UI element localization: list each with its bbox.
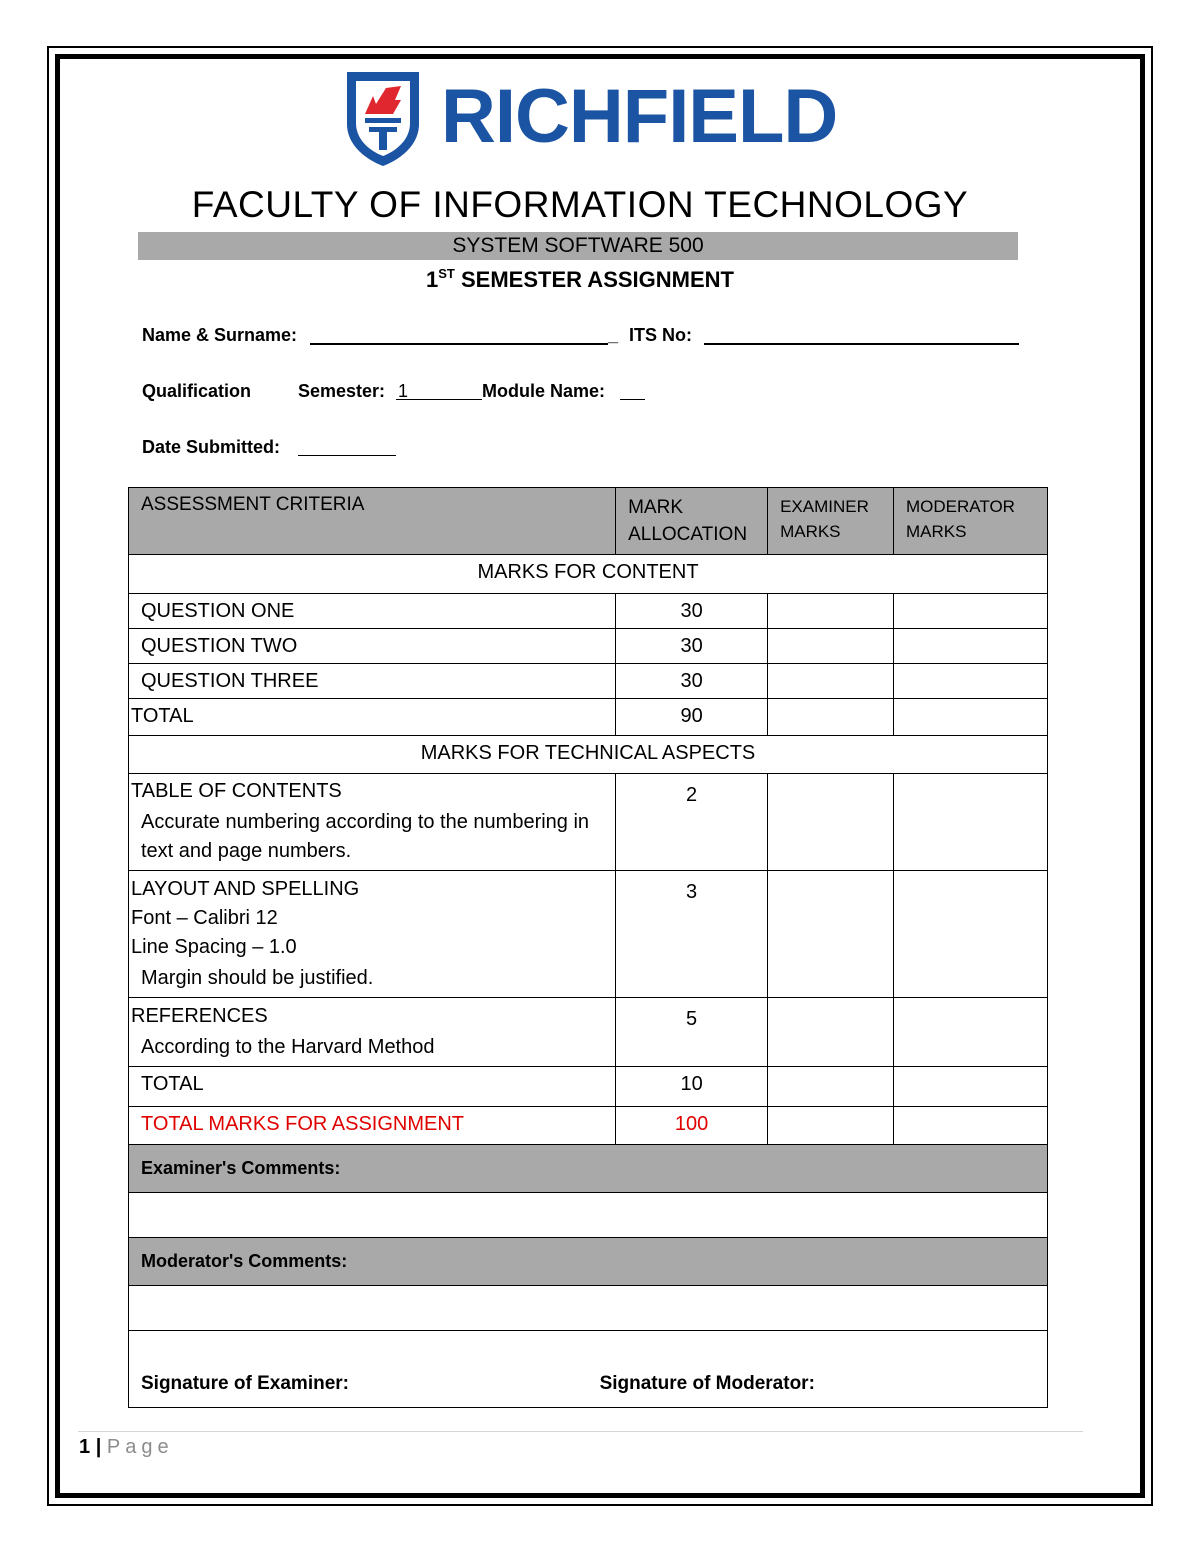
shield-icon <box>343 68 423 168</box>
semester-number: 1 <box>426 267 439 292</box>
moderator-mark-cell[interactable] <box>894 998 1048 1067</box>
footer-divider <box>78 1431 1083 1432</box>
mark-technical-total: 10 <box>616 1067 768 1107</box>
table-row <box>129 774 1048 871</box>
table-row <box>129 1107 1048 1145</box>
table-row <box>129 664 1048 699</box>
date-submitted-label: Date Submitted: <box>142 437 281 457</box>
criteria-grand-total: TOTAL MARKS FOR ASSIGNMENT <box>129 1107 616 1145</box>
date-submitted-line[interactable] <box>298 435 396 456</box>
semester-line[interactable] <box>396 379 482 400</box>
criteria-question-one: QUESTION ONE <box>129 594 616 629</box>
toc-description: Accurate numbering according to the numbering in text and page numbers. <box>141 811 590 862</box>
header-moderator-marks: MODERATOR MARKS <box>894 488 1048 555</box>
mark-references: 5 <box>616 998 768 1067</box>
criteria-question-two: QUESTION TWO <box>129 629 616 664</box>
page-label: Page <box>106 1436 174 1458</box>
table-row <box>129 629 1048 664</box>
mark-question-three: 30 <box>616 664 768 699</box>
examiner-mark-cell[interactable] <box>768 998 894 1067</box>
richfield-logo <box>343 66 838 170</box>
moderator-comments-field[interactable] <box>129 1286 1048 1331</box>
its-no-label: ITS No: <box>629 325 692 345</box>
signature-examiner[interactable]: Signature of Examiner: <box>129 1331 768 1408</box>
table-header-row <box>129 488 1048 555</box>
qualification-label: Qualification <box>142 381 252 401</box>
examiner-mark-cell[interactable] <box>768 871 894 998</box>
moderator-mark-cell[interactable] <box>894 629 1048 664</box>
faculty-title: FACULTY OF INFORMATION TECHNOLOGY <box>191 184 969 225</box>
section-content-title: MARKS FOR CONTENT <box>129 555 1048 594</box>
semester-label: Semester: <box>298 381 386 401</box>
header-criteria: ASSESSMENT CRITERIA <box>129 488 616 555</box>
examiner-comments-field[interactable] <box>129 1193 1048 1238</box>
criteria-question-three: QUESTION THREE <box>129 664 616 699</box>
layout-line-spacing: Line Spacing – 1.0 <box>131 936 297 958</box>
moderator-comments-label: Moderator's Comments: <box>129 1238 1048 1286</box>
moderator-mark-cell[interactable] <box>894 594 1048 629</box>
examiner-mark-cell[interactable] <box>768 594 894 629</box>
semester-superscript: ST <box>438 266 455 281</box>
moderator-mark-cell[interactable] <box>894 1107 1048 1145</box>
references-title: REFERENCES <box>131 1005 268 1027</box>
moderator-mark-cell[interactable] <box>894 664 1048 699</box>
header-examiner-marks: EXAMINER MARKS <box>768 488 894 555</box>
toc-title: TABLE OF CONTENTS <box>131 780 342 802</box>
examiner-mark-cell[interactable] <box>768 1107 894 1145</box>
semester-value: 1 <box>398 381 409 401</box>
criteria-technical-total: TOTAL <box>129 1067 616 1107</box>
moderator-mark-cell[interactable] <box>894 1067 1048 1107</box>
footer-separator: | <box>95 1436 102 1458</box>
name-surname-tail: _ <box>608 325 619 345</box>
table-row <box>129 1067 1048 1107</box>
assessment-table <box>128 487 1048 1408</box>
table-row <box>129 998 1048 1067</box>
examiner-comments-label: Examiner's Comments: <box>129 1145 1048 1193</box>
signature-moderator: Signature of Moderator: <box>599 1373 815 1394</box>
criteria-content-total: TOTAL <box>129 699 616 736</box>
moderator-mark-cell[interactable] <box>894 871 1048 998</box>
mark-content-total: 90 <box>616 699 768 736</box>
name-surname-label: Name & Surname: <box>142 325 298 345</box>
module-name-line[interactable] <box>620 379 645 400</box>
table-row <box>129 594 1048 629</box>
moderator-mark-cell[interactable] <box>894 774 1048 871</box>
mark-grand-total: 100 <box>616 1107 768 1145</box>
semester-text: SEMESTER ASSIGNMENT <box>454 267 734 292</box>
mark-layout: 3 <box>616 871 768 998</box>
examiner-mark-cell[interactable] <box>768 629 894 664</box>
table-row <box>129 699 1048 736</box>
logo-wordmark: RICHFIELD <box>441 74 838 159</box>
name-surname-line[interactable] <box>310 321 608 345</box>
table-row <box>129 871 1048 998</box>
module-name-label: Module Name: <box>482 381 606 401</box>
page-number: 1 <box>79 1436 91 1458</box>
examiner-mark-cell[interactable] <box>768 699 894 736</box>
moderator-mark-cell[interactable] <box>894 699 1048 736</box>
page-footer <box>79 1435 174 1459</box>
mark-toc: 2 <box>616 774 768 871</box>
examiner-mark-cell[interactable] <box>768 1067 894 1107</box>
mark-question-two: 30 <box>616 629 768 664</box>
section-technical-title: MARKS FOR TECHNICAL ASPECTS <box>129 736 1048 774</box>
layout-title: LAYOUT AND SPELLING <box>131 878 360 900</box>
module-title-bar: SYSTEM SOFTWARE 500 <box>138 232 1018 260</box>
assignment-title <box>0 264 1160 296</box>
references-description: According to the Harvard Method <box>141 1036 435 1058</box>
header-mark-allocation: MARK ALLOCATION <box>616 488 768 555</box>
its-no-line[interactable] <box>704 321 1019 345</box>
criteria-references <box>129 998 616 1067</box>
examiner-mark-cell[interactable] <box>768 664 894 699</box>
layout-margin: Margin should be justified. <box>141 967 374 989</box>
layout-font: Font – Calibri 12 <box>131 907 278 929</box>
examiner-mark-cell[interactable] <box>768 774 894 871</box>
mark-question-one: 30 <box>616 594 768 629</box>
criteria-layout <box>129 871 616 998</box>
criteria-toc <box>129 774 616 871</box>
signature-moderator-cell[interactable] <box>599 1331 1048 1408</box>
